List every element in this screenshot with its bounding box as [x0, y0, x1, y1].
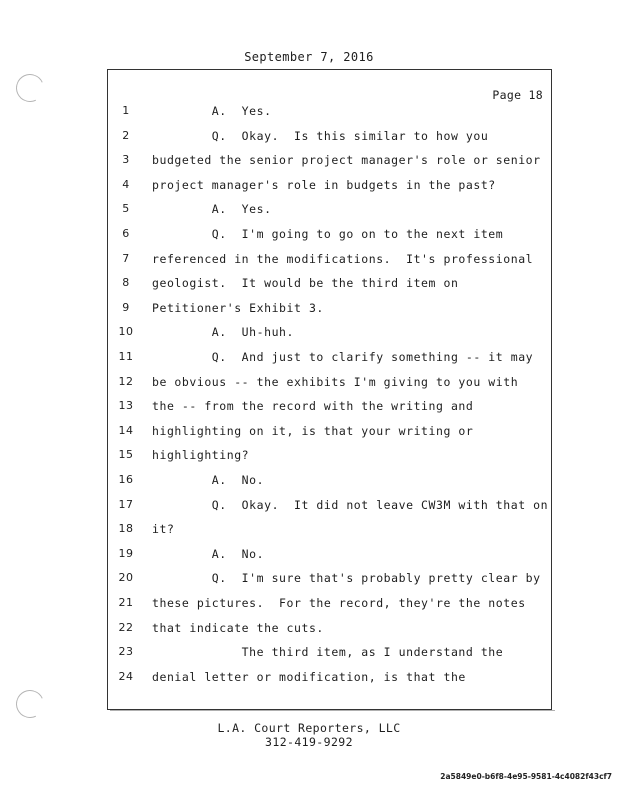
line-number: 9: [122, 300, 130, 314]
transcript-line: [108, 375, 553, 400]
transcript-line: [108, 473, 553, 498]
line-text: be obvious -- the exhibits I'm giving to you with: [152, 374, 519, 389]
line-text: these pictures. For the record, they're the notes: [152, 596, 526, 610]
transcript-line: [108, 178, 553, 203]
transcript-line: [108, 227, 553, 252]
transcript-line: [108, 621, 553, 646]
line-number: 17: [118, 497, 134, 511]
line-text: budgeted the senior project manager's role or senior: [152, 153, 541, 168]
line-text: the -- from the record with the writing and: [152, 399, 474, 414]
line-number: 8: [122, 276, 130, 290]
line-text: it?: [152, 522, 175, 537]
line-number: 7: [122, 251, 130, 265]
line-text: A. Uh-huh.: [152, 325, 294, 340]
transcript-line: [108, 325, 553, 350]
footer-company: L.A. Court Reporters, LLC: [217, 721, 401, 735]
line-number: 5: [122, 202, 130, 216]
line-number: 21: [118, 596, 134, 609]
line-text: highlighting on it, is that your writing or: [152, 423, 474, 438]
transcript-line: [108, 202, 553, 227]
transcript-line: [108, 252, 553, 277]
line-number: 13: [118, 399, 134, 413]
line-text: Q. Okay. It did not leave CW3M with that on: [152, 497, 549, 512]
line-number: 16: [118, 473, 134, 486]
transcript-line: [108, 547, 553, 572]
transcript-line: [108, 350, 553, 375]
hole-punch-top: [12, 70, 48, 106]
transcript-line: [108, 399, 553, 424]
line-text: Q. I'm sure that's probably pretty clear by: [152, 571, 541, 586]
hole-punch-bottom: [12, 686, 48, 722]
transcript-line: [108, 498, 553, 523]
line-number: 12: [118, 374, 134, 388]
line-text: Q. Okay. Is this similar to how you: [152, 128, 489, 143]
line-text: A. No.: [152, 473, 265, 487]
transcript-line: [108, 670, 553, 695]
line-number: 10: [118, 325, 134, 339]
line-text: that indicate the cuts.: [152, 620, 324, 635]
transcript-line: [108, 596, 553, 621]
line-number: 6: [122, 227, 130, 240]
transcript-line: [108, 104, 553, 129]
line-text: Q. I'm going to go on to the next item: [152, 227, 504, 241]
transcript-line: [108, 522, 553, 547]
line-number: 19: [118, 546, 134, 560]
transcript-line: [108, 301, 553, 326]
line-number: 4: [122, 177, 130, 191]
transcript-line: [108, 276, 553, 301]
line-text: referenced in the modifications. It's professional: [152, 251, 534, 266]
line-number: 14: [118, 423, 134, 437]
line-text: project manager's role in budgets in the past?: [152, 177, 496, 192]
header-date: September 7, 2016: [244, 50, 374, 64]
transcript-line: [108, 129, 553, 154]
line-number: 22: [118, 620, 134, 634]
line-number: 18: [118, 522, 134, 536]
line-text: Q. And just to clarify something -- it may: [152, 350, 534, 364]
line-text: A. Yes.: [152, 202, 272, 217]
line-number: 23: [118, 645, 134, 659]
line-number: 2: [122, 128, 130, 142]
transcript-line: [108, 645, 553, 670]
line-number: 11: [118, 350, 134, 363]
footer-phone: 312-419-9292: [265, 735, 353, 749]
line-number: 15: [118, 448, 134, 462]
line-number: 24: [118, 669, 134, 683]
line-text: Petitioner's Exhibit 3.: [152, 300, 324, 315]
line-text: highlighting?: [152, 448, 250, 463]
line-text: A. No.: [152, 546, 265, 561]
transcript-frame: [107, 69, 552, 710]
frame-shadow: [110, 710, 555, 714]
page-label: Page 18: [492, 88, 543, 102]
line-text: A. Yes.: [152, 104, 272, 118]
line-number: 1: [122, 104, 130, 117]
line-text: geologist. It would be the third item on: [152, 276, 459, 291]
line-number: 3: [122, 153, 130, 167]
transcript-line: [108, 424, 553, 449]
line-number: 20: [118, 571, 134, 585]
document-id: 2a5849e0-b6f8-4e95-9581-4c4082f43cf7: [440, 772, 612, 781]
transcript-line: [108, 448, 553, 473]
line-text: denial letter or modification, is that the: [152, 669, 466, 684]
transcript-line: [108, 153, 553, 178]
line-text: The third item, as I understand the: [152, 645, 504, 660]
transcript-line: [108, 571, 553, 596]
